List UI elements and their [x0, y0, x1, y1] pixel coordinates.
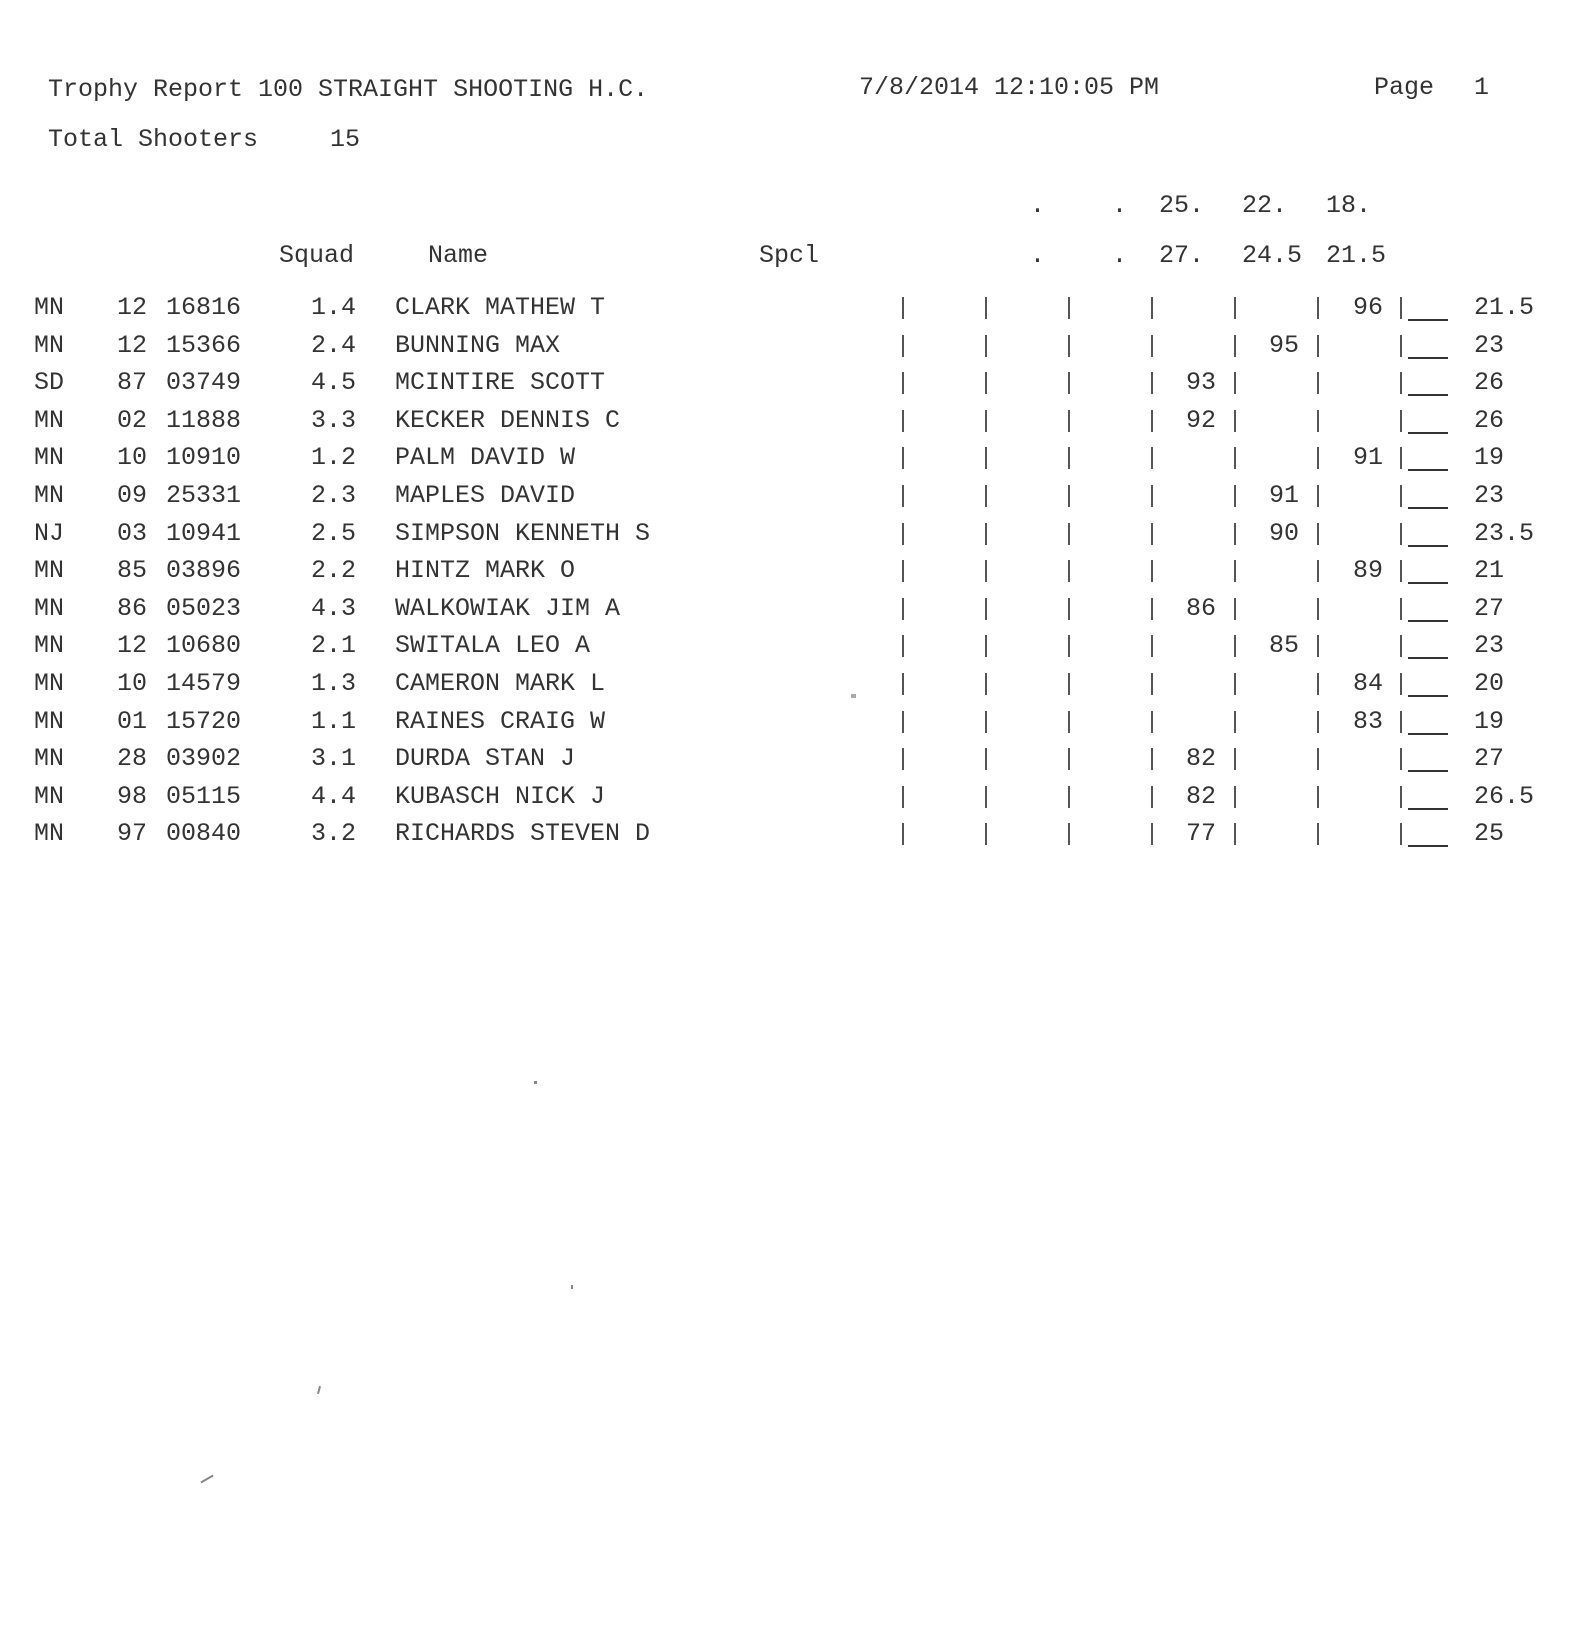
- yardage-group-3-top: 18.: [1326, 191, 1372, 220]
- scan-speck: [534, 1081, 537, 1084]
- column-divider: [1234, 823, 1236, 845]
- cell-club: 12: [117, 293, 148, 322]
- cell-state: MN: [34, 594, 65, 623]
- cell-score: 95: [1268, 331, 1299, 360]
- column-divider: [985, 635, 987, 657]
- cell-yardage: 27: [1474, 744, 1505, 773]
- column-divider: [1234, 673, 1236, 695]
- cell-club: 12: [117, 631, 148, 660]
- cell-shooter-id: 25331: [166, 481, 242, 510]
- column-divider: [1317, 523, 1319, 545]
- column-divider: [1234, 485, 1236, 507]
- column-divider: [902, 786, 904, 808]
- column-divider: [985, 335, 987, 357]
- yardage-group-3-bottom: 21.5: [1326, 241, 1387, 270]
- cell-name: BUNNING MAX: [395, 331, 561, 360]
- blank-underline: [1408, 657, 1448, 659]
- column-divider: [1068, 786, 1070, 808]
- total-shooters-value: 15: [330, 125, 361, 154]
- cell-club: 10: [117, 443, 148, 472]
- column-divider: [1400, 447, 1402, 469]
- scan-speck: [851, 694, 856, 698]
- cell-yardage: 23.5: [1474, 519, 1535, 548]
- column-divider: [1151, 410, 1153, 432]
- column-divider: [1400, 485, 1402, 507]
- dot-marker: .: [1112, 191, 1128, 220]
- cell-state: MN: [34, 669, 65, 698]
- column-divider: [1317, 823, 1319, 845]
- column-divider: [1317, 560, 1319, 582]
- column-divider: [1400, 823, 1402, 845]
- cell-score: 96: [1352, 293, 1383, 322]
- column-divider: [1400, 297, 1402, 319]
- column-divider: [985, 786, 987, 808]
- cell-score: 91: [1268, 481, 1299, 510]
- column-divider: [1400, 598, 1402, 620]
- column-divider: [1400, 523, 1402, 545]
- cell-yardage: 19: [1474, 707, 1505, 736]
- cell-club: 03: [117, 519, 148, 548]
- blank-underline: [1408, 432, 1448, 434]
- cell-shooter-id: 15720: [166, 707, 242, 736]
- column-divider: [1068, 335, 1070, 357]
- cell-shooter-id: 11888: [166, 406, 242, 435]
- cell-name: RICHARDS STEVEN D: [395, 819, 651, 848]
- cell-shooter-id: 03896: [166, 556, 242, 585]
- column-divider: [1151, 748, 1153, 770]
- cell-club: 12: [117, 331, 148, 360]
- column-divider: [1068, 635, 1070, 657]
- cell-squad: 3.2: [311, 819, 357, 848]
- cell-squad: 3.1: [311, 744, 357, 773]
- cell-name: DURDA STAN J: [395, 744, 576, 773]
- cell-club: 97: [117, 819, 148, 848]
- cell-state: MN: [34, 331, 65, 360]
- cell-shooter-id: 05023: [166, 594, 242, 623]
- cell-club: 98: [117, 782, 148, 811]
- yardage-group-2-top: 22.: [1242, 191, 1288, 220]
- cell-state: MN: [34, 293, 65, 322]
- cell-yardage: 23: [1474, 631, 1505, 660]
- cell-squad: 2.1: [311, 631, 357, 660]
- column-divider: [1151, 523, 1153, 545]
- column-divider: [1068, 297, 1070, 319]
- column-header-name: Name: [428, 241, 489, 270]
- column-divider: [1068, 372, 1070, 394]
- column-divider: [1234, 297, 1236, 319]
- column-divider: [985, 485, 987, 507]
- column-divider: [985, 711, 987, 733]
- column-divider: [1400, 786, 1402, 808]
- column-divider: [1068, 711, 1070, 733]
- column-divider: [1234, 335, 1236, 357]
- cell-shooter-id: 10910: [166, 443, 242, 472]
- column-divider: [1151, 372, 1153, 394]
- cell-shooter-id: 10680: [166, 631, 242, 660]
- column-divider: [1234, 711, 1236, 733]
- cell-club: 01: [117, 707, 148, 736]
- page-number: 1: [1474, 73, 1490, 102]
- cell-squad: 1.1: [311, 707, 357, 736]
- cell-score: 84: [1352, 669, 1383, 698]
- cell-club: 28: [117, 744, 148, 773]
- cell-state: MN: [34, 782, 65, 811]
- column-divider: [1068, 748, 1070, 770]
- column-divider: [1151, 485, 1153, 507]
- cell-squad: 1.3: [311, 669, 357, 698]
- cell-name: RAINES CRAIG W: [395, 707, 606, 736]
- cell-squad: 2.2: [311, 556, 357, 585]
- cell-state: MN: [34, 443, 65, 472]
- cell-state: SD: [34, 368, 65, 397]
- column-divider: [1151, 673, 1153, 695]
- column-divider: [1151, 560, 1153, 582]
- cell-state: MN: [34, 406, 65, 435]
- cell-club: 10: [117, 669, 148, 698]
- column-divider: [1400, 410, 1402, 432]
- cell-yardage: 23: [1474, 331, 1505, 360]
- cell-shooter-id: 16816: [166, 293, 242, 322]
- cell-name: WALKOWIAK JIM A: [395, 594, 621, 623]
- column-divider: [1400, 711, 1402, 733]
- cell-squad: 2.4: [311, 331, 357, 360]
- cell-club: 09: [117, 481, 148, 510]
- column-divider: [1317, 748, 1319, 770]
- cell-score: 93: [1185, 368, 1216, 397]
- cell-yardage: 27: [1474, 594, 1505, 623]
- column-divider: [1234, 560, 1236, 582]
- cell-squad: 1.2: [311, 443, 357, 472]
- cell-shooter-id: 03902: [166, 744, 242, 773]
- column-divider: [985, 523, 987, 545]
- blank-underline: [1408, 620, 1448, 622]
- column-divider: [902, 523, 904, 545]
- column-header-spcl: Spcl: [759, 241, 820, 270]
- cell-score: 82: [1185, 744, 1216, 773]
- report-timestamp: 7/8/2014 12:10:05 PM: [859, 73, 1160, 102]
- cell-squad: 4.4: [311, 782, 357, 811]
- cell-name: PALM DAVID W: [395, 443, 576, 472]
- cell-score: 90: [1268, 519, 1299, 548]
- blank-underline: [1408, 733, 1448, 735]
- column-divider: [1317, 372, 1319, 394]
- column-divider: [985, 748, 987, 770]
- column-divider: [1068, 598, 1070, 620]
- column-divider: [1068, 485, 1070, 507]
- column-header-squad: Squad: [279, 241, 355, 270]
- cell-state: MN: [34, 707, 65, 736]
- column-divider: [902, 335, 904, 357]
- column-divider: [1317, 711, 1319, 733]
- column-divider: [1234, 447, 1236, 469]
- column-divider: [1400, 560, 1402, 582]
- cell-squad: 3.3: [311, 406, 357, 435]
- column-divider: [902, 447, 904, 469]
- column-divider: [985, 823, 987, 845]
- column-divider: [1317, 447, 1319, 469]
- yardage-group-1-bottom: 27.: [1159, 241, 1205, 270]
- cell-state: MN: [34, 556, 65, 585]
- column-divider: [1234, 523, 1236, 545]
- cell-shooter-id: 15366: [166, 331, 242, 360]
- column-divider: [902, 410, 904, 432]
- column-divider: [1234, 410, 1236, 432]
- cell-score: 86: [1185, 594, 1216, 623]
- cell-yardage: 21.5: [1474, 293, 1535, 322]
- cell-score: 83: [1352, 707, 1383, 736]
- cell-score: 85: [1268, 631, 1299, 660]
- column-divider: [1068, 447, 1070, 469]
- cell-club: 02: [117, 406, 148, 435]
- cell-yardage: 21: [1474, 556, 1505, 585]
- column-divider: [1317, 410, 1319, 432]
- column-divider: [902, 711, 904, 733]
- column-divider: [1317, 335, 1319, 357]
- blank-underline: [1408, 357, 1448, 359]
- cell-name: HINTZ MARK O: [395, 556, 576, 585]
- column-divider: [1400, 372, 1402, 394]
- cell-yardage: 26: [1474, 406, 1505, 435]
- cell-state: MN: [34, 819, 65, 848]
- column-divider: [902, 372, 904, 394]
- blank-underline: [1408, 845, 1448, 847]
- column-divider: [902, 673, 904, 695]
- column-divider: [1317, 635, 1319, 657]
- column-divider: [1068, 410, 1070, 432]
- cell-state: MN: [34, 744, 65, 773]
- scan-speck: [200, 1475, 213, 1484]
- cell-state: MN: [34, 631, 65, 660]
- dot-marker: .: [1030, 191, 1046, 220]
- cell-squad: 4.3: [311, 594, 357, 623]
- cell-name: SWITALA LEO A: [395, 631, 591, 660]
- column-divider: [1068, 523, 1070, 545]
- page-label: Page: [1374, 73, 1435, 102]
- cell-score: 92: [1185, 406, 1216, 435]
- column-divider: [1400, 335, 1402, 357]
- column-divider: [1151, 335, 1153, 357]
- cell-yardage: 26: [1474, 368, 1505, 397]
- column-divider: [985, 560, 987, 582]
- cell-state: NJ: [34, 519, 65, 548]
- cell-squad: 2.3: [311, 481, 357, 510]
- cell-name: CAMERON MARK L: [395, 669, 606, 698]
- cell-club: 87: [117, 368, 148, 397]
- column-divider: [902, 560, 904, 582]
- column-divider: [902, 485, 904, 507]
- column-divider: [1317, 485, 1319, 507]
- total-shooters-label: Total Shooters: [48, 125, 259, 154]
- cell-squad: 2.5: [311, 519, 357, 548]
- column-divider: [985, 447, 987, 469]
- cell-name: SIMPSON KENNETH S: [395, 519, 651, 548]
- blank-underline: [1408, 394, 1448, 396]
- cell-shooter-id: 05115: [166, 782, 242, 811]
- cell-shooter-id: 14579: [166, 669, 242, 698]
- cell-yardage: 19: [1474, 443, 1505, 472]
- cell-name: CLARK MATHEW T: [395, 293, 606, 322]
- column-divider: [985, 297, 987, 319]
- cell-yardage: 20: [1474, 669, 1505, 698]
- cell-score: 91: [1352, 443, 1383, 472]
- column-divider: [1317, 786, 1319, 808]
- column-divider: [902, 823, 904, 845]
- blank-underline: [1408, 545, 1448, 547]
- report-title: Trophy Report 100 STRAIGHT SHOOTING H.C.: [48, 75, 649, 104]
- cell-shooter-id: 00840: [166, 819, 242, 848]
- column-divider: [1400, 673, 1402, 695]
- blank-underline: [1408, 808, 1448, 810]
- blank-underline: [1408, 770, 1448, 772]
- column-divider: [1068, 673, 1070, 695]
- column-divider: [902, 297, 904, 319]
- column-divider: [985, 673, 987, 695]
- column-divider: [902, 748, 904, 770]
- cell-club: 85: [117, 556, 148, 585]
- column-divider: [1234, 598, 1236, 620]
- scan-speck: [571, 1285, 573, 1289]
- column-divider: [1151, 635, 1153, 657]
- column-divider: [1400, 635, 1402, 657]
- cell-name: KUBASCH NICK J: [395, 782, 606, 811]
- cell-club: 86: [117, 594, 148, 623]
- column-divider: [1234, 786, 1236, 808]
- cell-state: MN: [34, 481, 65, 510]
- column-divider: [1151, 823, 1153, 845]
- cell-yardage: 25: [1474, 819, 1505, 848]
- cell-shooter-id: 03749: [166, 368, 242, 397]
- column-divider: [1151, 447, 1153, 469]
- cell-squad: 4.5: [311, 368, 357, 397]
- yardage-group-2-bottom: 24.5: [1242, 241, 1303, 270]
- column-divider: [985, 598, 987, 620]
- cell-name: MAPLES DAVID: [395, 481, 576, 510]
- dot-marker: .: [1030, 241, 1046, 270]
- column-divider: [1234, 748, 1236, 770]
- blank-underline: [1408, 507, 1448, 509]
- cell-yardage: 26.5: [1474, 782, 1535, 811]
- column-divider: [985, 410, 987, 432]
- cell-score: 77: [1185, 819, 1216, 848]
- column-divider: [1151, 297, 1153, 319]
- blank-underline: [1408, 582, 1448, 584]
- dot-marker: .: [1112, 241, 1128, 270]
- column-divider: [1068, 823, 1070, 845]
- scan-speck: [317, 1386, 321, 1394]
- cell-shooter-id: 10941: [166, 519, 242, 548]
- column-divider: [1317, 598, 1319, 620]
- column-divider: [1400, 748, 1402, 770]
- cell-yardage: 23: [1474, 481, 1505, 510]
- column-divider: [1151, 711, 1153, 733]
- blank-underline: [1408, 319, 1448, 321]
- cell-name: MCINTIRE SCOTT: [395, 368, 606, 397]
- blank-underline: [1408, 695, 1448, 697]
- blank-underline: [1408, 469, 1448, 471]
- column-divider: [1151, 598, 1153, 620]
- cell-squad: 1.4: [311, 293, 357, 322]
- column-divider: [902, 598, 904, 620]
- cell-score: 82: [1185, 782, 1216, 811]
- cell-name: KECKER DENNIS C: [395, 406, 621, 435]
- column-divider: [1234, 635, 1236, 657]
- yardage-group-1-top: 25.: [1159, 191, 1205, 220]
- column-divider: [1317, 673, 1319, 695]
- column-divider: [1234, 372, 1236, 394]
- cell-score: 89: [1352, 556, 1383, 585]
- column-divider: [1068, 560, 1070, 582]
- column-divider: [902, 635, 904, 657]
- column-divider: [1317, 297, 1319, 319]
- column-divider: [985, 372, 987, 394]
- column-divider: [1151, 786, 1153, 808]
